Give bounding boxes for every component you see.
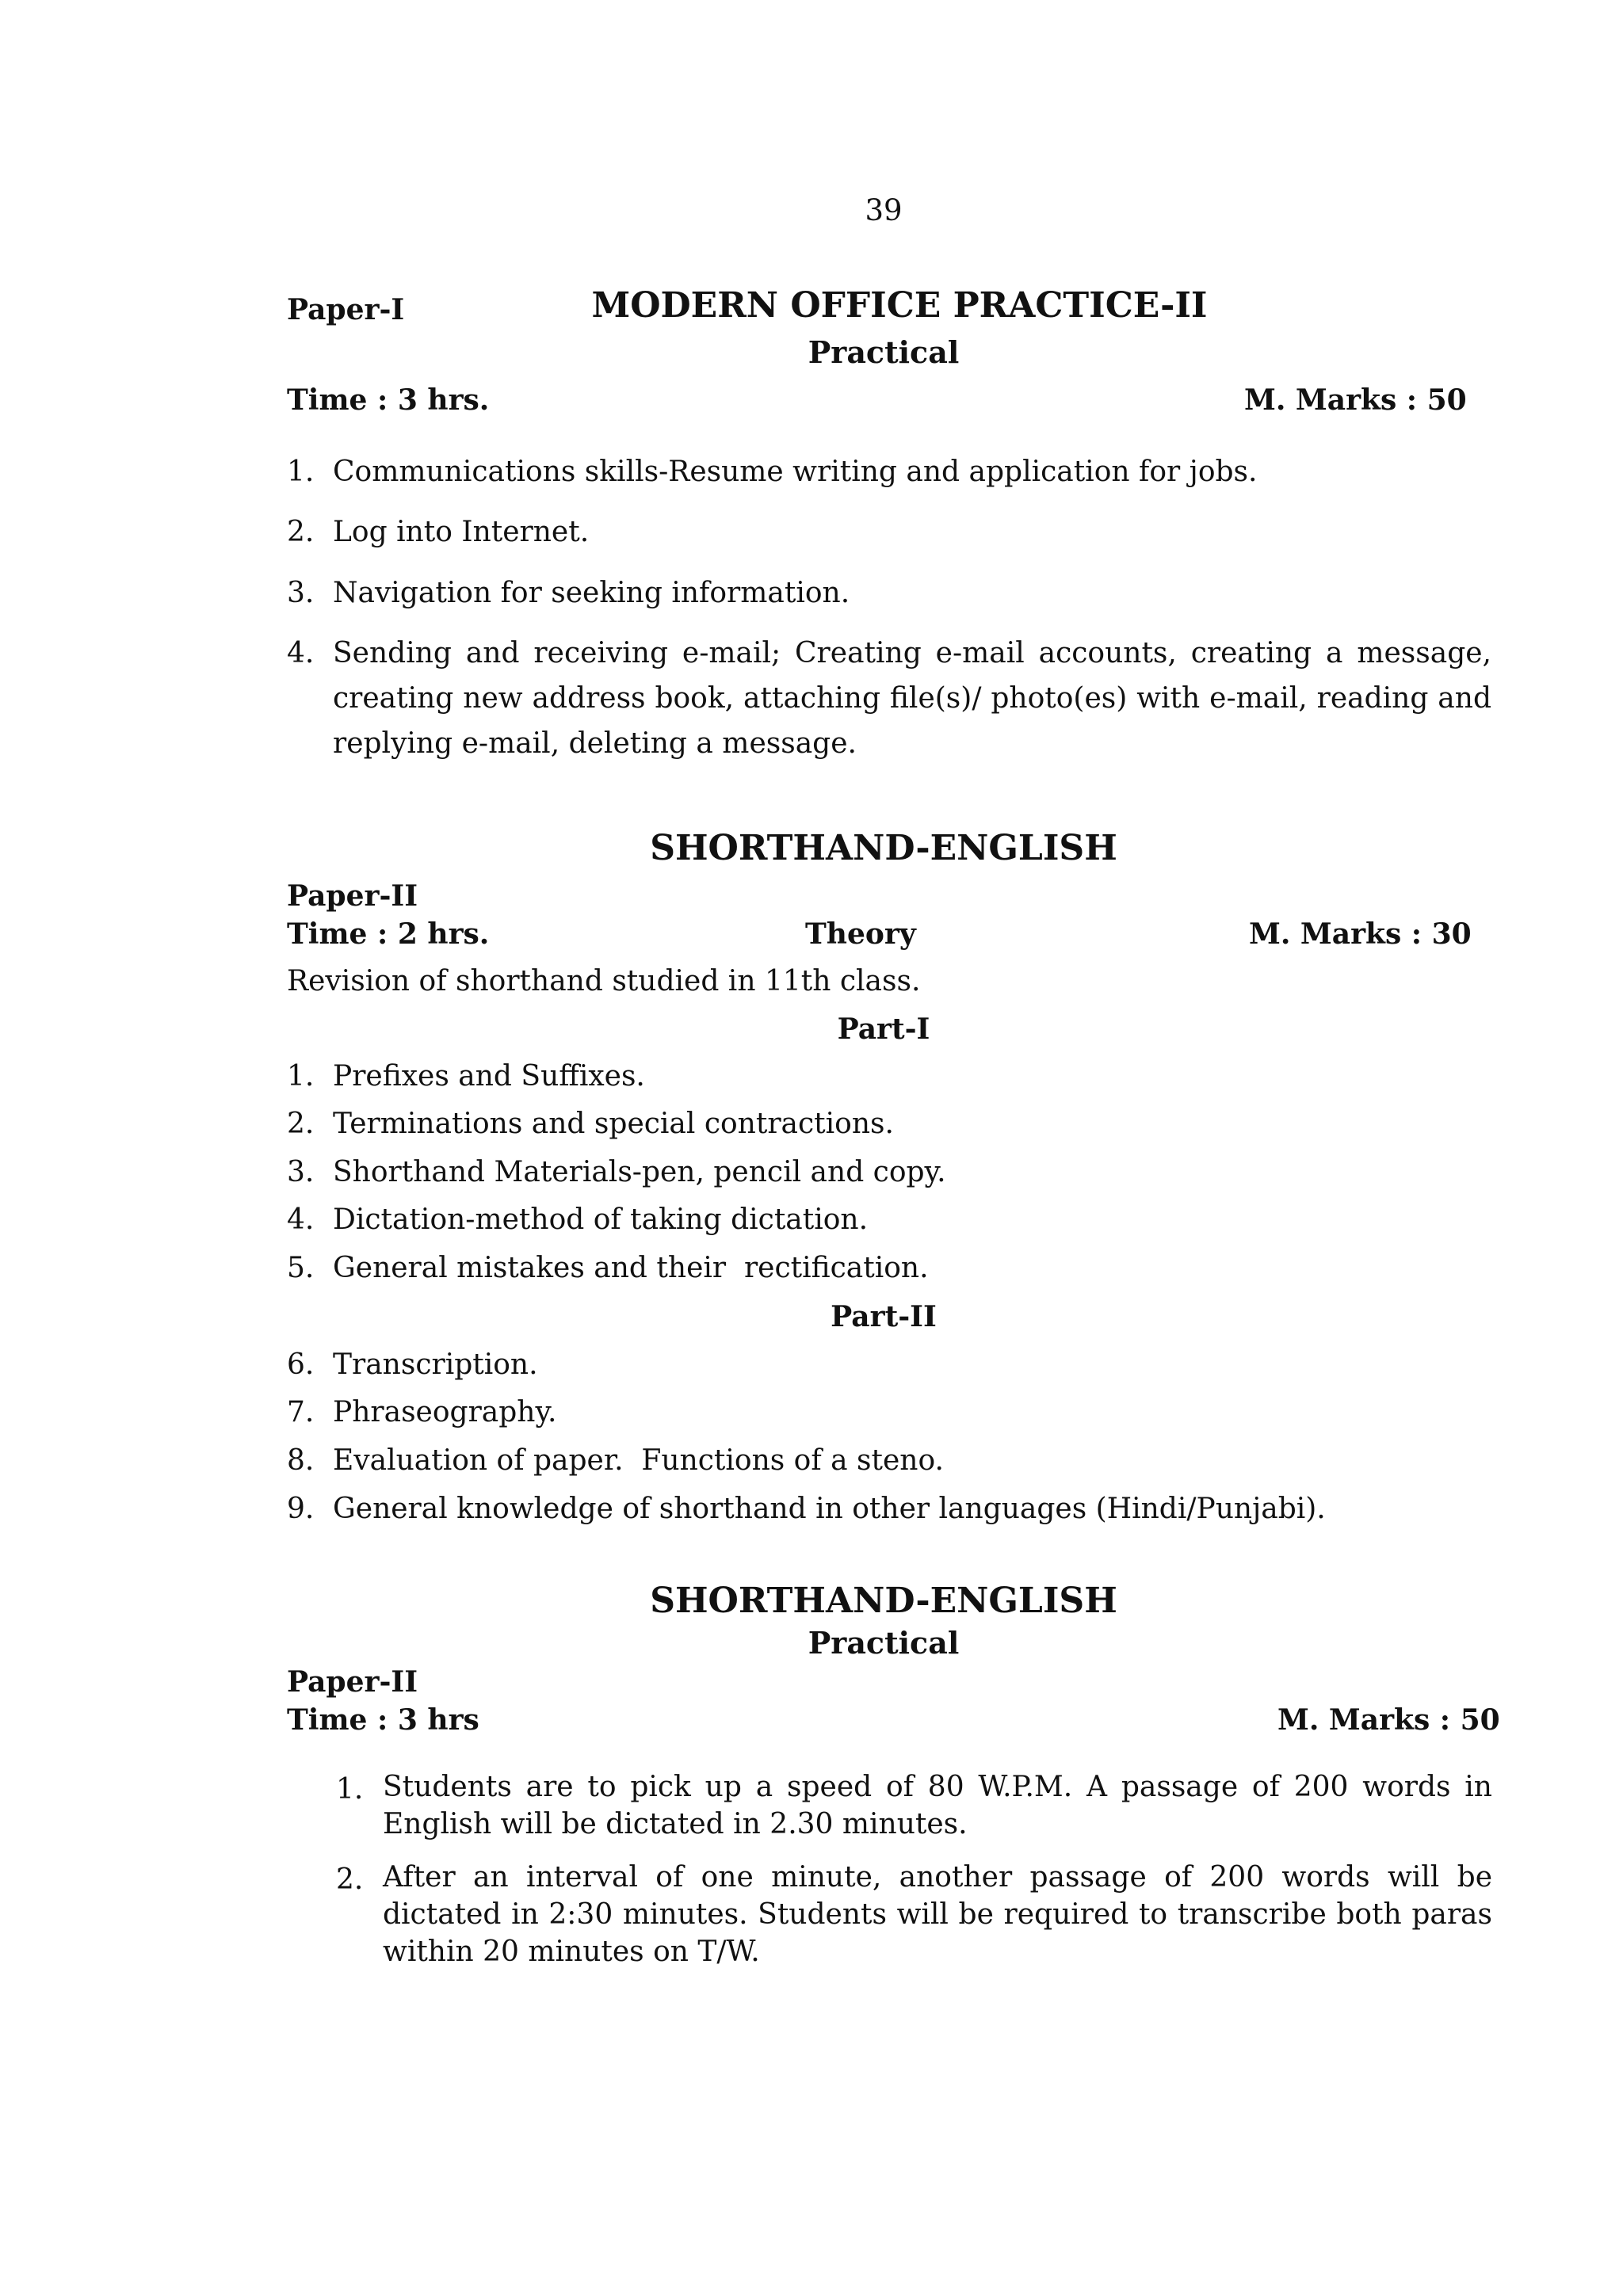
section3-item-number: 1.: [336, 1773, 364, 1806]
section1-item-number: 3.: [287, 577, 315, 609]
section3-marks: M. Marks : 50: [1277, 1703, 1500, 1737]
section1-item-number: 2.: [287, 516, 315, 548]
section3-subtitle: Practical: [808, 1625, 960, 1661]
section2-item-number: 2.: [287, 1108, 315, 1140]
section2-item-number: 8.: [287, 1444, 315, 1477]
section1-item-text: Sending and receiving e-mail; Creating e-mail accounts, creating a message, creating new address book, attaching file(s)/ photo(es) with e-mail, reading and replying e-mail, deleting a message.: [333, 637, 1491, 760]
section2-title: SHORTHAND-ENGLISH: [650, 828, 1117, 868]
section1-paper-label: Paper-I: [287, 293, 405, 326]
section1-marks: M. Marks : 50: [1244, 383, 1467, 417]
section2-item-text: General mistakes and their rectification.: [333, 1252, 929, 1284]
section2-item-text: Transcription.: [333, 1348, 538, 1381]
section2-time: Time : 2 hrs.: [287, 917, 490, 951]
section3-paper-label: Paper-II: [287, 1665, 418, 1699]
section2-part2-label: Part-II: [831, 1300, 937, 1333]
section2-item-text: Phraseography.: [333, 1396, 557, 1428]
section2-item-number: 3.: [287, 1156, 315, 1188]
section2-intro: Revision of shorthand studied in 11th class.: [287, 965, 921, 997]
section2-item-text: Evaluation of paper. Functions of a steno.: [333, 1444, 944, 1477]
section1-title: MODERN OFFICE PRACTICE-II: [591, 285, 1208, 326]
section2-part1-label: Part-I: [837, 1013, 930, 1046]
section2-item-number: 6.: [287, 1348, 315, 1381]
section2-item-number: 1.: [287, 1060, 315, 1093]
section1-item-number: 1.: [287, 456, 315, 488]
section2-item-number: 5.: [287, 1252, 315, 1284]
section3-item-text: After an interval of one minute, another passage of 200 words will be dictated in 2:30 minutes. Students will be required to transcribe both paras within 20 minutes on T/W.: [383, 1861, 1492, 1968]
section2-item-text: Dictation-method of taking dictation.: [333, 1203, 869, 1236]
section1-item-text: Communications skills-Resume writing and application for jobs.: [333, 456, 1258, 488]
section3-time: Time : 3 hrs: [287, 1703, 479, 1737]
section1-item-text: Navigation for seeking information.: [333, 577, 850, 609]
section2-kind: Theory: [805, 917, 916, 951]
section2-marks: M. Marks : 30: [1249, 917, 1472, 951]
section3-item-text: Students are to pick up a speed of 80 W.P.M. A passage of 200 words in English will be dictated in 2.30 minutes.: [383, 1771, 1492, 1840]
section2-item-text: Terminations and special contractions.: [333, 1108, 894, 1140]
section3-item-number: 2.: [336, 1863, 364, 1896]
section2-paper-label: Paper-II: [287, 879, 418, 913]
section1-subtitle: Practical: [808, 334, 960, 370]
section1-time: Time : 3 hrs.: [287, 383, 490, 417]
section2-item-text: General knowledge of shorthand in other languages (Hindi/Punjabi).: [333, 1493, 1326, 1525]
section1-item-number: 4.: [287, 637, 315, 669]
section2-item-text: Shorthand Materials-pen, pencil and copy.: [333, 1156, 946, 1188]
section1-item-text: Log into Internet.: [333, 516, 590, 548]
section3-title: SHORTHAND-ENGLISH: [650, 1581, 1117, 1621]
section2-item-number: 9.: [287, 1493, 315, 1525]
section2-item-number: 7.: [287, 1396, 315, 1428]
section2-item-text: Prefixes and Suffixes.: [333, 1060, 645, 1093]
section2-item-number: 4.: [287, 1203, 315, 1236]
page-number: 39: [865, 193, 903, 227]
